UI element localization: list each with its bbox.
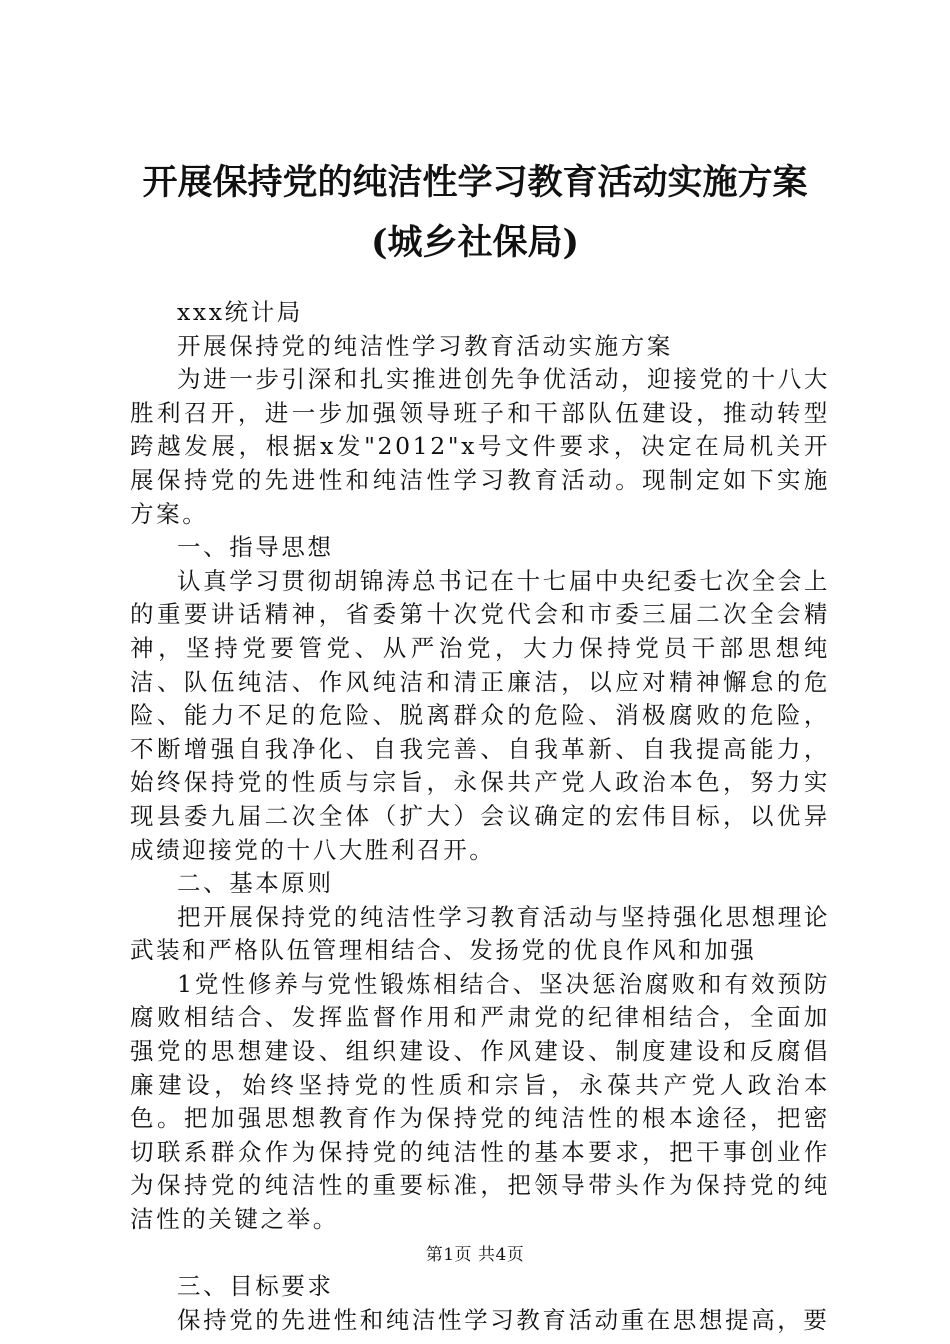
basic-principles-paragraph-2: 1党性修养与党性锻炼相结合、坚决惩治腐败和有效预防腐败相结合、发挥监督作用和严肃党的纪律相结合，全面加强党的思想建设、组织建设、作风建设、制度建设和反腐倡廉建设，始终坚持党的性质和宗旨，永葆共产党人政治本色。把加强思想教育作为保持党的纯洁性的根本途径，把密切联系群众作为保持党的纯洁性的基本要求，把干事创业作为保持党的纯洁性的重要标准，把领导带头作为保持党的纯洁性的关键之举。 xyxy=(130,969,830,1234)
guiding-ideology-paragraph: 认真学习贯彻胡锦涛总书记在十七届中央纪委七次全会上的重要讲话精神，省委第十次党代会和市委三届二次全会精神，坚持党要管党、从严治党，大力保持党员干部思想纯洁、队伍纯洁、作风纯洁和清正廉洁，以应对精神懈怠的危险、能力不足的危险、脱离群众的危险、消极腐败的危险，不断增强自我净化、自我完善、自我革新、自我提高能力，始终保持党的性质与宗旨，永保共产党人政治本色，努力实现县委九届二次全体（扩大）会议确定的宏伟目标，以优异成绩迎接党的十八大胜利召开。 xyxy=(130,566,830,864)
page-number-footer: 第1页 共4页 xyxy=(425,1245,525,1265)
section-heading-basic-principles: 二、基本原则 xyxy=(177,869,334,898)
document-body xyxy=(130,296,830,1337)
section-heading-goals: 三、目标要求 xyxy=(177,1272,334,1301)
plan-name-line: 开展保持党的纯洁性学习教育活动实施方案 xyxy=(177,331,673,360)
section-heading-guiding-ideology: 一、指导思想 xyxy=(177,533,334,562)
intro-paragraph: 为进一步引深和扎实推进创先争优活动，迎接党的十八大胜利召开，进一步加强领导班子和干部队伍建设，推动转型跨越发展，根据x发"2012"x号文件要求，决定在局机关开展保持党的先进性和纯洁性学习教育活动。现制定如下实施方案。 xyxy=(130,365,830,528)
document-subtitle: (城乡社保局) xyxy=(370,222,580,263)
basic-principles-paragraph-1: 把开展保持党的纯洁性学习教育活动与坚持强化思想理论武装和严格队伍管理相结合、发扬党的优良作风和加强 xyxy=(130,902,830,965)
goals-paragraph: 保持党的先进性和纯洁性学习教育活动重在思想提高，要 xyxy=(177,1305,830,1334)
issuer-line: xxx统计局 xyxy=(177,298,303,326)
document-title: 开展保持党的纯洁性学习教育活动实施方案 xyxy=(142,162,808,203)
